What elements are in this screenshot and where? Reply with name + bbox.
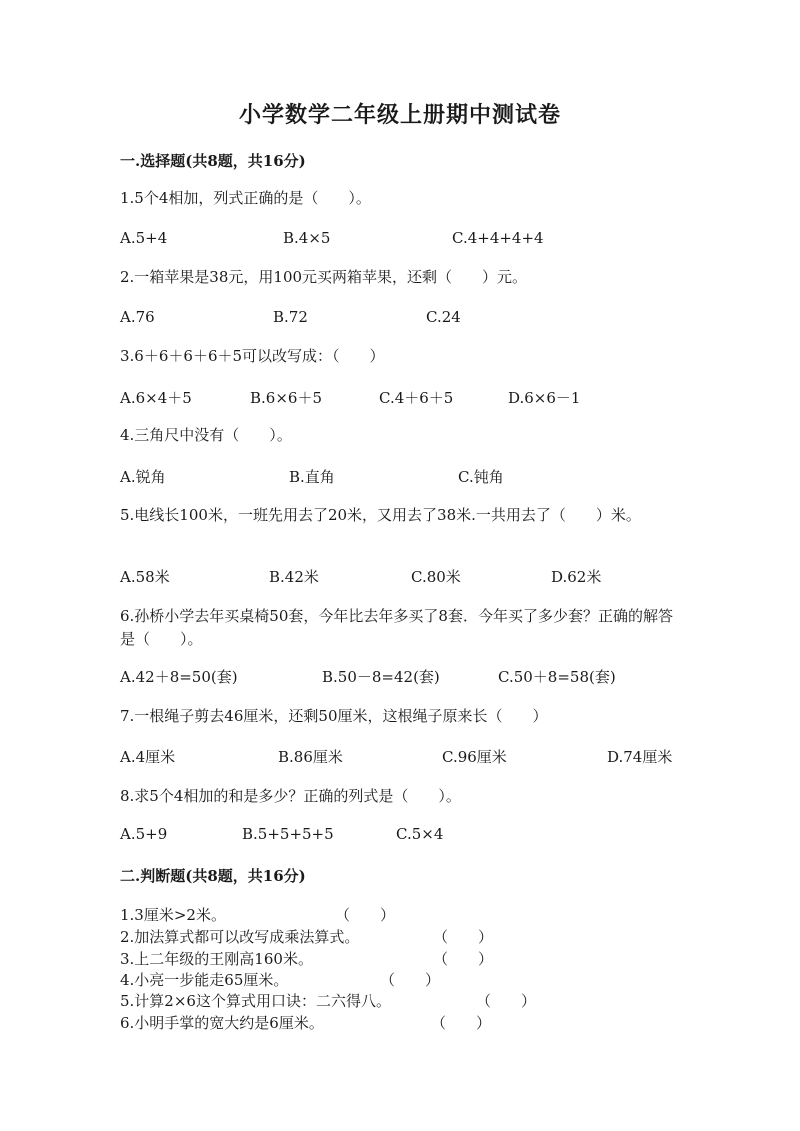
question-2-option-a: A.76 — [120, 308, 155, 326]
question-5-option-c: C.80米 — [411, 568, 461, 586]
section-1-heading: 一.选择题(共8题，共16分) — [120, 152, 306, 170]
question-6: 6.孙桥小学去年买桌椅50套，今年比去年多买了8套．今年买了多少套？正确的解答是（ ）。 — [120, 607, 673, 648]
judgment-3-answer-blank: （ ） — [433, 950, 494, 968]
judgment-5: 5.计算2×6这个算式用口诀：二六得八。 — [120, 992, 391, 1010]
question-4-option-b: B.直角 — [289, 468, 335, 486]
question-3: 3.6＋6＋6＋6＋5可以改写成：（ ） — [120, 347, 385, 365]
question-2-option-c: C.24 — [426, 308, 461, 326]
judgment-2-answer-blank: （ ） — [433, 928, 494, 946]
question-5-option-a: A.58米 — [120, 568, 170, 586]
question-6-option-b: B.50－8=42(套) — [322, 668, 440, 686]
question-6-option-c: C.50＋8=58(套) — [498, 668, 616, 686]
question-3-option-d: D.6×6－1 — [508, 389, 581, 407]
exam-title: 小学数学二年级上册期中测试卷 — [238, 102, 561, 128]
question-8-option-c: C.5×4 — [396, 825, 444, 843]
question-3-option-c: C.4＋6＋5 — [379, 389, 454, 407]
question-1-option-a: A.5+4 — [120, 229, 168, 247]
judgment-1: 1.3厘米>2米。 — [120, 906, 226, 924]
question-4-option-a: A.锐角 — [120, 468, 166, 486]
judgment-5-answer-blank: （ ） — [476, 992, 537, 1010]
question-2: 2.一箱苹果是38元，用100元买两箱苹果，还剩（ ）元。 — [120, 268, 528, 286]
judgment-4: 4.小亮一步能走65厘米。 — [120, 971, 289, 989]
question-4-option-c: C.钝角 — [458, 468, 504, 486]
section-2-heading: 二.判断题(共8题，共16分) — [120, 867, 306, 885]
question-7: 7.一根绳子剪去46厘米，还剩50厘米，这根绳子原来长（ ） — [120, 707, 548, 725]
question-8-option-b: B.5+5+5+5 — [242, 825, 334, 843]
judgment-6-answer-blank: （ ） — [431, 1014, 492, 1032]
question-5-option-d: D.62米 — [551, 568, 602, 586]
judgment-2: 2.加法算式都可以改写成乘法算式。 — [120, 928, 360, 946]
question-8-option-a: A.5+9 — [120, 825, 168, 843]
question-1: 1.5个4相加，列式正确的是（ ）。 — [120, 189, 371, 207]
question-1-option-c: C.4+4+4+4 — [452, 229, 544, 247]
judgment-6: 6.小明手掌的宽大约是6厘米。 — [120, 1014, 324, 1032]
question-8: 8.求5个4相加的和是多少？正确的列式是（ ）。 — [120, 787, 461, 805]
judgment-1-answer-blank: （ ） — [335, 906, 396, 924]
judgment-3: 3.上二年级的王刚高160米。 — [120, 950, 313, 968]
judgment-4-answer-blank: （ ） — [380, 971, 441, 989]
question-7-option-c: C.96厘米 — [442, 748, 507, 766]
question-3-option-b: B.6×6＋5 — [250, 389, 322, 407]
question-6-option-a: A.42＋8=50(套) — [120, 668, 238, 686]
question-4: 4.三角尺中没有（ ）。 — [120, 426, 292, 444]
question-1-option-b: B.4×5 — [283, 229, 331, 247]
question-3-option-a: A.6×4＋5 — [120, 389, 192, 407]
question-5-option-b: B.42米 — [269, 568, 319, 586]
question-5: 5.电线长100米，一班先用去了20米，又用去了38米.一共用去了（ ）米。 — [120, 506, 641, 524]
question-7-option-a: A.4厘米 — [120, 748, 176, 766]
question-7-option-b: B.86厘米 — [278, 748, 343, 766]
question-2-option-b: B.72 — [273, 308, 308, 326]
question-7-option-d: D.74厘米 — [607, 748, 673, 766]
